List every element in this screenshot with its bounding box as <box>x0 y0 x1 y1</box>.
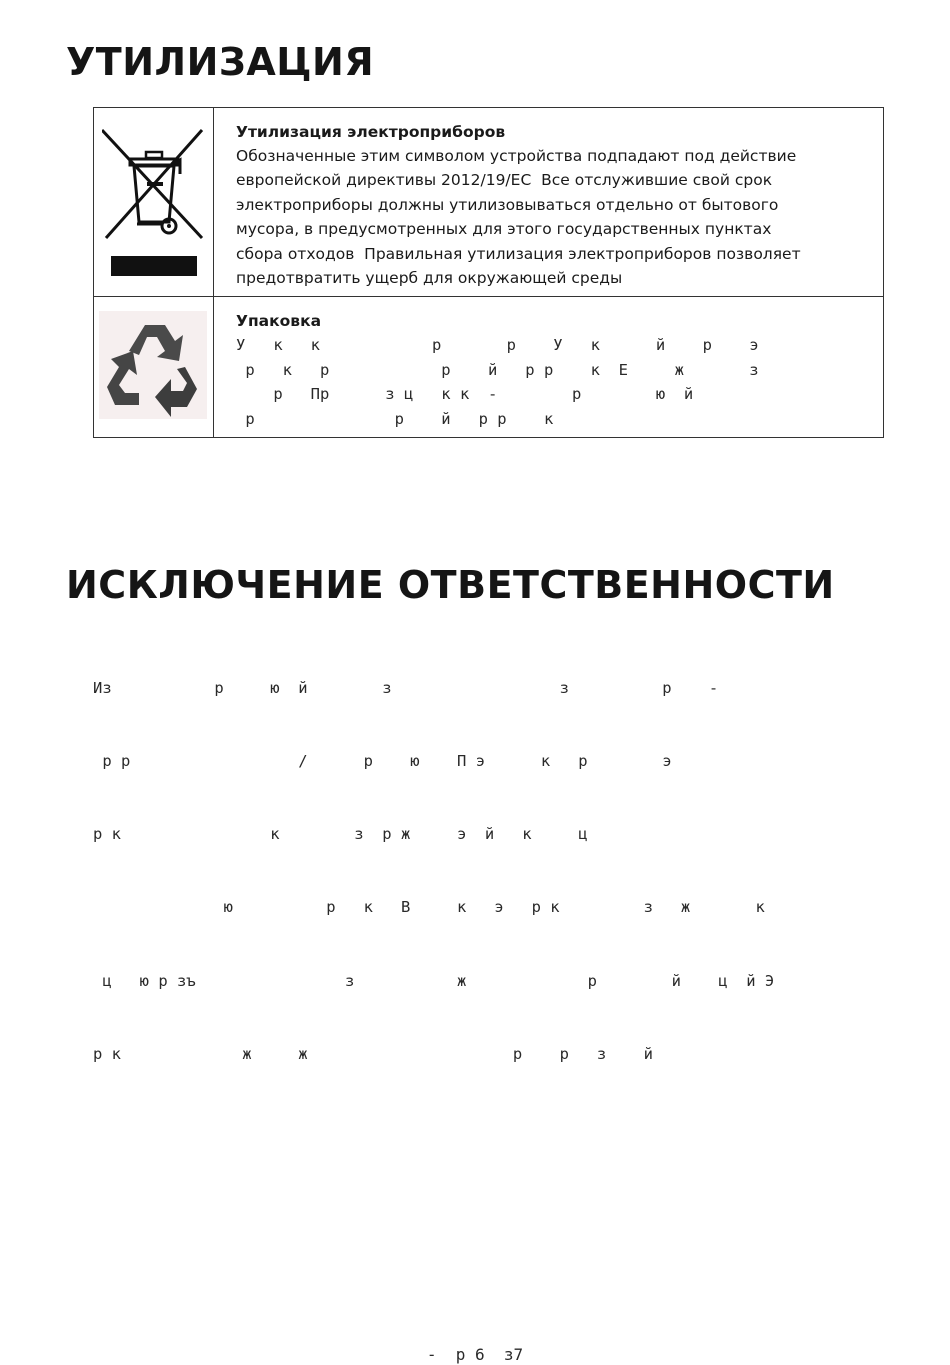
packaging-line: р р й р р к <box>236 409 554 428</box>
page-number: - р 6 з7 <box>426 1345 524 1364</box>
recycle-arrows-icon <box>99 311 207 419</box>
table-row <box>94 108 884 297</box>
weee-heading: Утилизация электроприборов <box>236 123 506 141</box>
section-title-disclaimer: ИСКЛЮЧЕНИЕ ОТВЕТСТВЕННОСТИ <box>66 563 835 607</box>
weee-line: сбора отходов Правильная утилизация электроприборов позволяет <box>236 244 801 263</box>
disclaimer-line: ц ю р зъ з ж р й ц й Э <box>93 971 775 990</box>
recycle-icon-cell <box>94 297 214 438</box>
disclaimer-body <box>93 627 863 1091</box>
packaging-text-cell <box>214 297 884 438</box>
disclaimer-line: Из р ю й з з р - <box>93 678 719 697</box>
disclaimer-line: р к к з р ж э й к ц <box>93 825 588 844</box>
disclaimer-line: р к ж ж р р з й <box>93 1044 653 1063</box>
table-row <box>94 297 884 438</box>
weee-text-cell <box>214 108 884 297</box>
weee-icon-cell <box>94 108 214 297</box>
crossed-out-wheelie-bin-icon <box>102 126 206 296</box>
packaging-line: р Пр з ц к к - р ю й <box>236 385 694 404</box>
packaging-line: р к р р й р р к Е ж з <box>236 360 759 379</box>
weee-line: электроприборы должны утилизовываться отдельно от бытового <box>236 195 779 214</box>
disposal-table <box>93 107 884 438</box>
weee-line: европейской директивы 2012/19/EC Все отслужившие свой срок <box>236 171 773 190</box>
weee-line: предотвратить ущерб для окружающей среды <box>236 269 623 288</box>
weee-line: Обозначенные этим символом устройства подпадают под действие <box>236 147 797 165</box>
packaging-heading: Упаковка <box>236 312 322 331</box>
section-title-disposal: УТИЛИЗАЦИЯ <box>66 40 375 84</box>
disclaimer-line: р р / р ю П э к р э <box>93 752 672 771</box>
packaging-line: У к к р р У к й р э <box>236 336 759 355</box>
disclaimer-line: ю р к В к э р к з ж к <box>93 898 765 917</box>
weee-line: мусора, в предусмотренных для этого государственных пунктах <box>236 220 772 239</box>
